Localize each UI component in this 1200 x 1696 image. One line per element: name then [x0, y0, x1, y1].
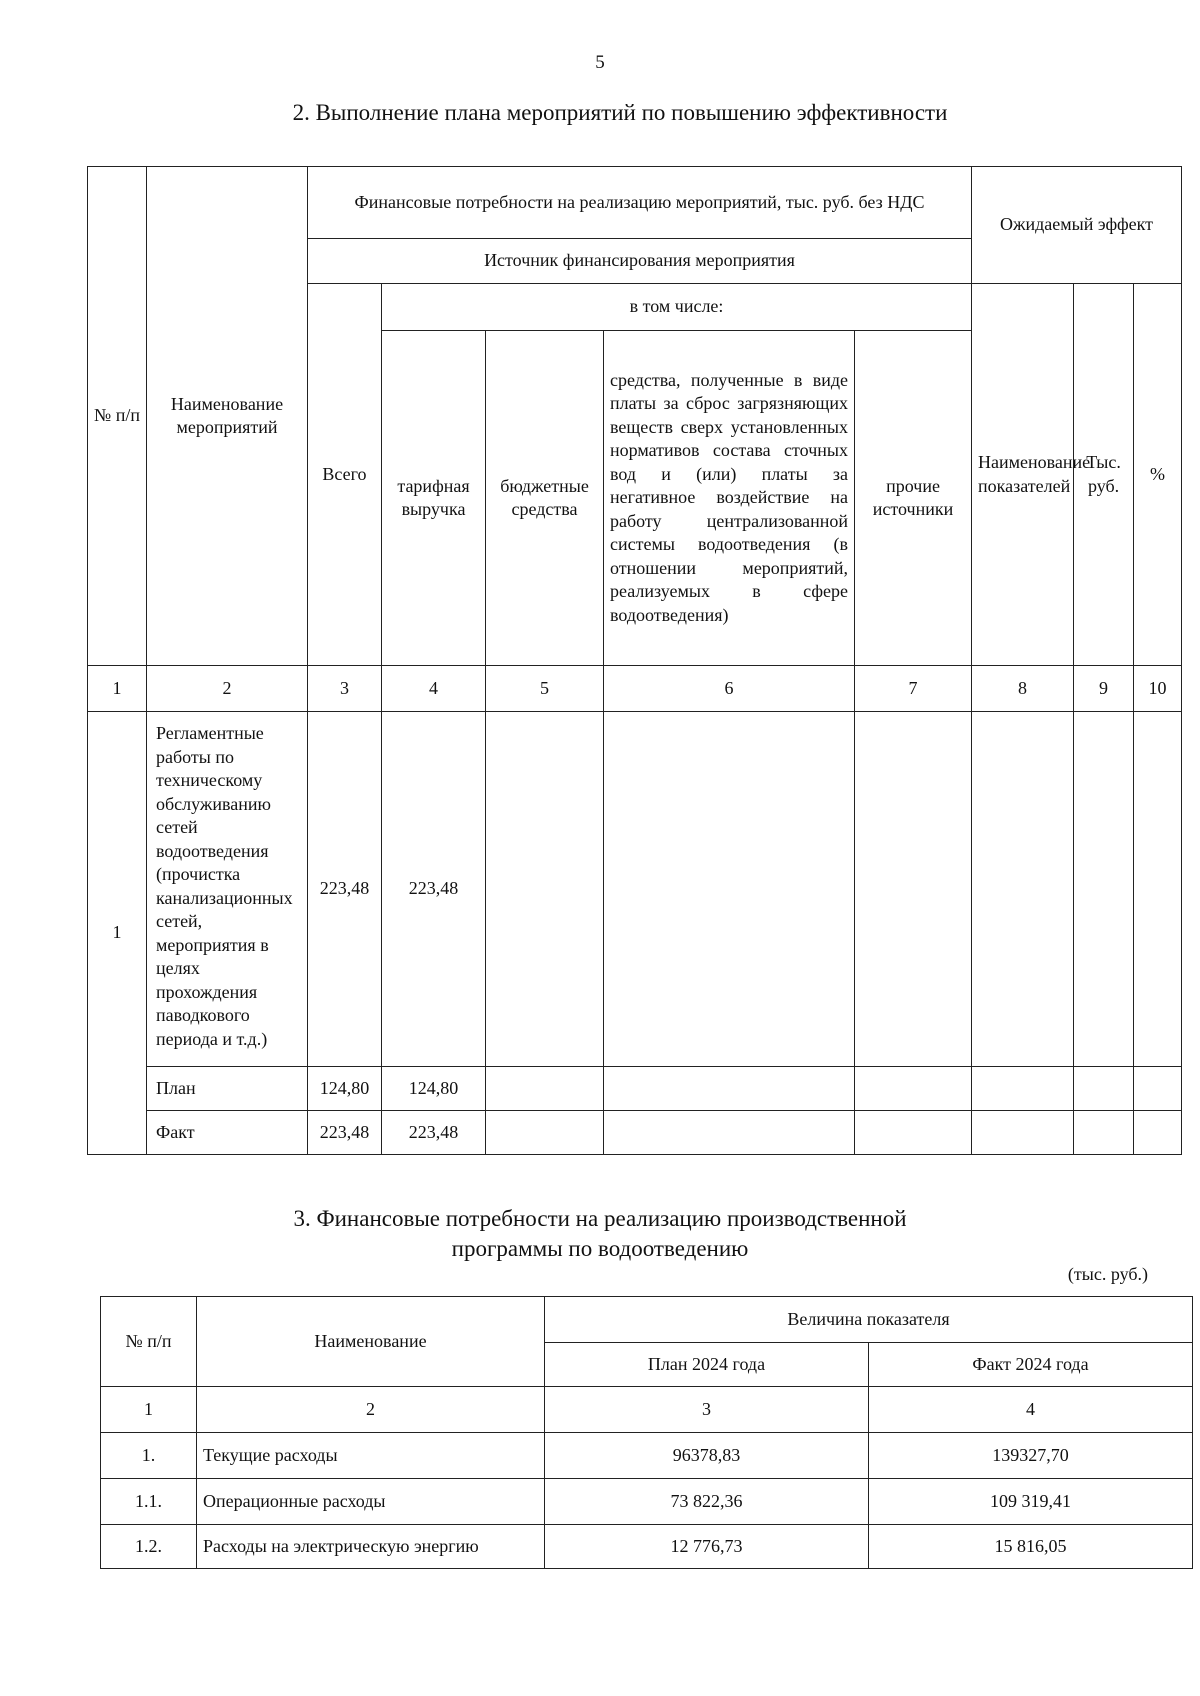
table-row: [88, 712, 1182, 1067]
row-num: 1.1.: [101, 1479, 197, 1525]
header-fact: Факт 2024 года: [869, 1343, 1193, 1387]
header-percent: %: [1134, 284, 1182, 666]
row-plan-label: План: [147, 1067, 308, 1111]
row-fact-total: 223,48: [308, 1111, 382, 1155]
col-number: 1: [101, 1387, 197, 1433]
header-value: Величина показателя: [545, 1297, 1193, 1343]
row-fact: 15 816,05: [869, 1525, 1193, 1569]
header-expected-effect: Ожидаемый эффект: [972, 167, 1182, 284]
row-name: Расходы на электрическую энергию: [197, 1525, 545, 1569]
row-fact: 139327,70: [869, 1433, 1193, 1479]
col-number: 7: [855, 666, 972, 712]
unit-note: (тыс. руб.): [1067, 1264, 1148, 1284]
row-plan-tariff: 124,80: [382, 1067, 486, 1111]
header-including: в том числе:: [382, 284, 972, 331]
page-number: 5: [595, 52, 605, 73]
col-number: 10: [1134, 666, 1182, 712]
header-tariff-revenue: тарифная выручка: [382, 331, 486, 666]
section-3-title-line-1: 3. Финансовые потребности на реализацию производственной: [293, 1206, 907, 1231]
table-row: [101, 1525, 1193, 1569]
col-number: 3: [545, 1387, 869, 1433]
header-budget-funds: бюджетные средства: [486, 331, 604, 666]
table-row: [88, 1111, 1182, 1155]
header-thousand-rub: Тыс. руб.: [1074, 284, 1134, 666]
header-fees-funds: средства, полученные в виде платы за сброс загрязняющих веществ сверх установленных нормативов состава сточных вод и (или) платы за негативное воздействие на работу централизованной системы водоотведения (в отношении мероприятий, реализуемых в сфере водоотведения): [604, 331, 855, 666]
row-tariff: 223,48: [382, 712, 486, 1067]
section-3-title: [0, 1204, 1200, 1264]
financial-needs-table: [100, 1296, 1193, 1569]
row-name: Текущие расходы: [197, 1433, 545, 1479]
row-total: 223,48: [308, 712, 382, 1067]
header-num: № п/п: [101, 1297, 197, 1387]
table-row: [101, 1433, 1193, 1479]
header-plan: План 2024 года: [545, 1343, 869, 1387]
row-event-name: Регламентные работы по техническому обслуживанию сетей водоотведения (прочистка канализационных сетей, мероприятия в целях прохождения паводкового периода и т.д.): [147, 712, 308, 1067]
col-number: 1: [88, 666, 147, 712]
row-fact: 109 319,41: [869, 1479, 1193, 1525]
col-number: 4: [869, 1387, 1193, 1433]
header-financial-needs: Финансовые потребности на реализацию мероприятий, тыс. руб. без НДС: [308, 167, 972, 239]
row-fact-label: Факт: [147, 1111, 308, 1155]
col-number: 8: [972, 666, 1074, 712]
col-number: 5: [486, 666, 604, 712]
header-num: № п/п: [88, 167, 147, 666]
row-plan: 12 776,73: [545, 1525, 869, 1569]
header-event-name: Наименование мероприятий: [147, 167, 308, 666]
row-fact-tariff: 223,48: [382, 1111, 486, 1155]
col-number: 4: [382, 666, 486, 712]
row-plan-total: 124,80: [308, 1067, 382, 1111]
header-funding-source: Источник финансирования мероприятия: [308, 239, 972, 284]
col-number: 3: [308, 666, 382, 712]
header-total: Всего: [308, 284, 382, 666]
row-num: 1.2.: [101, 1525, 197, 1569]
row-plan: 96378,83: [545, 1433, 869, 1479]
col-number: 2: [197, 1387, 545, 1433]
col-number: 2: [147, 666, 308, 712]
header-name: Наименование: [197, 1297, 545, 1387]
header-other-sources: прочие источники: [855, 331, 972, 666]
row-num: 1.: [101, 1433, 197, 1479]
efficiency-plan-table: [87, 166, 1182, 1155]
col-number: 6: [604, 666, 855, 712]
header-indicator-name: Наименование показателей: [972, 284, 1074, 666]
col-number: 9: [1074, 666, 1134, 712]
table-row: [88, 1067, 1182, 1111]
row-num: 1: [88, 712, 147, 1155]
section-3-title-line-2: программы по водоотведению: [451, 1236, 749, 1261]
section-2-title: 2. Выполнение плана мероприятий по повышению эффективности: [292, 100, 948, 125]
row-plan: 73 822,36: [545, 1479, 869, 1525]
row-name: Операционные расходы: [197, 1479, 545, 1525]
table-row: [101, 1479, 1193, 1525]
